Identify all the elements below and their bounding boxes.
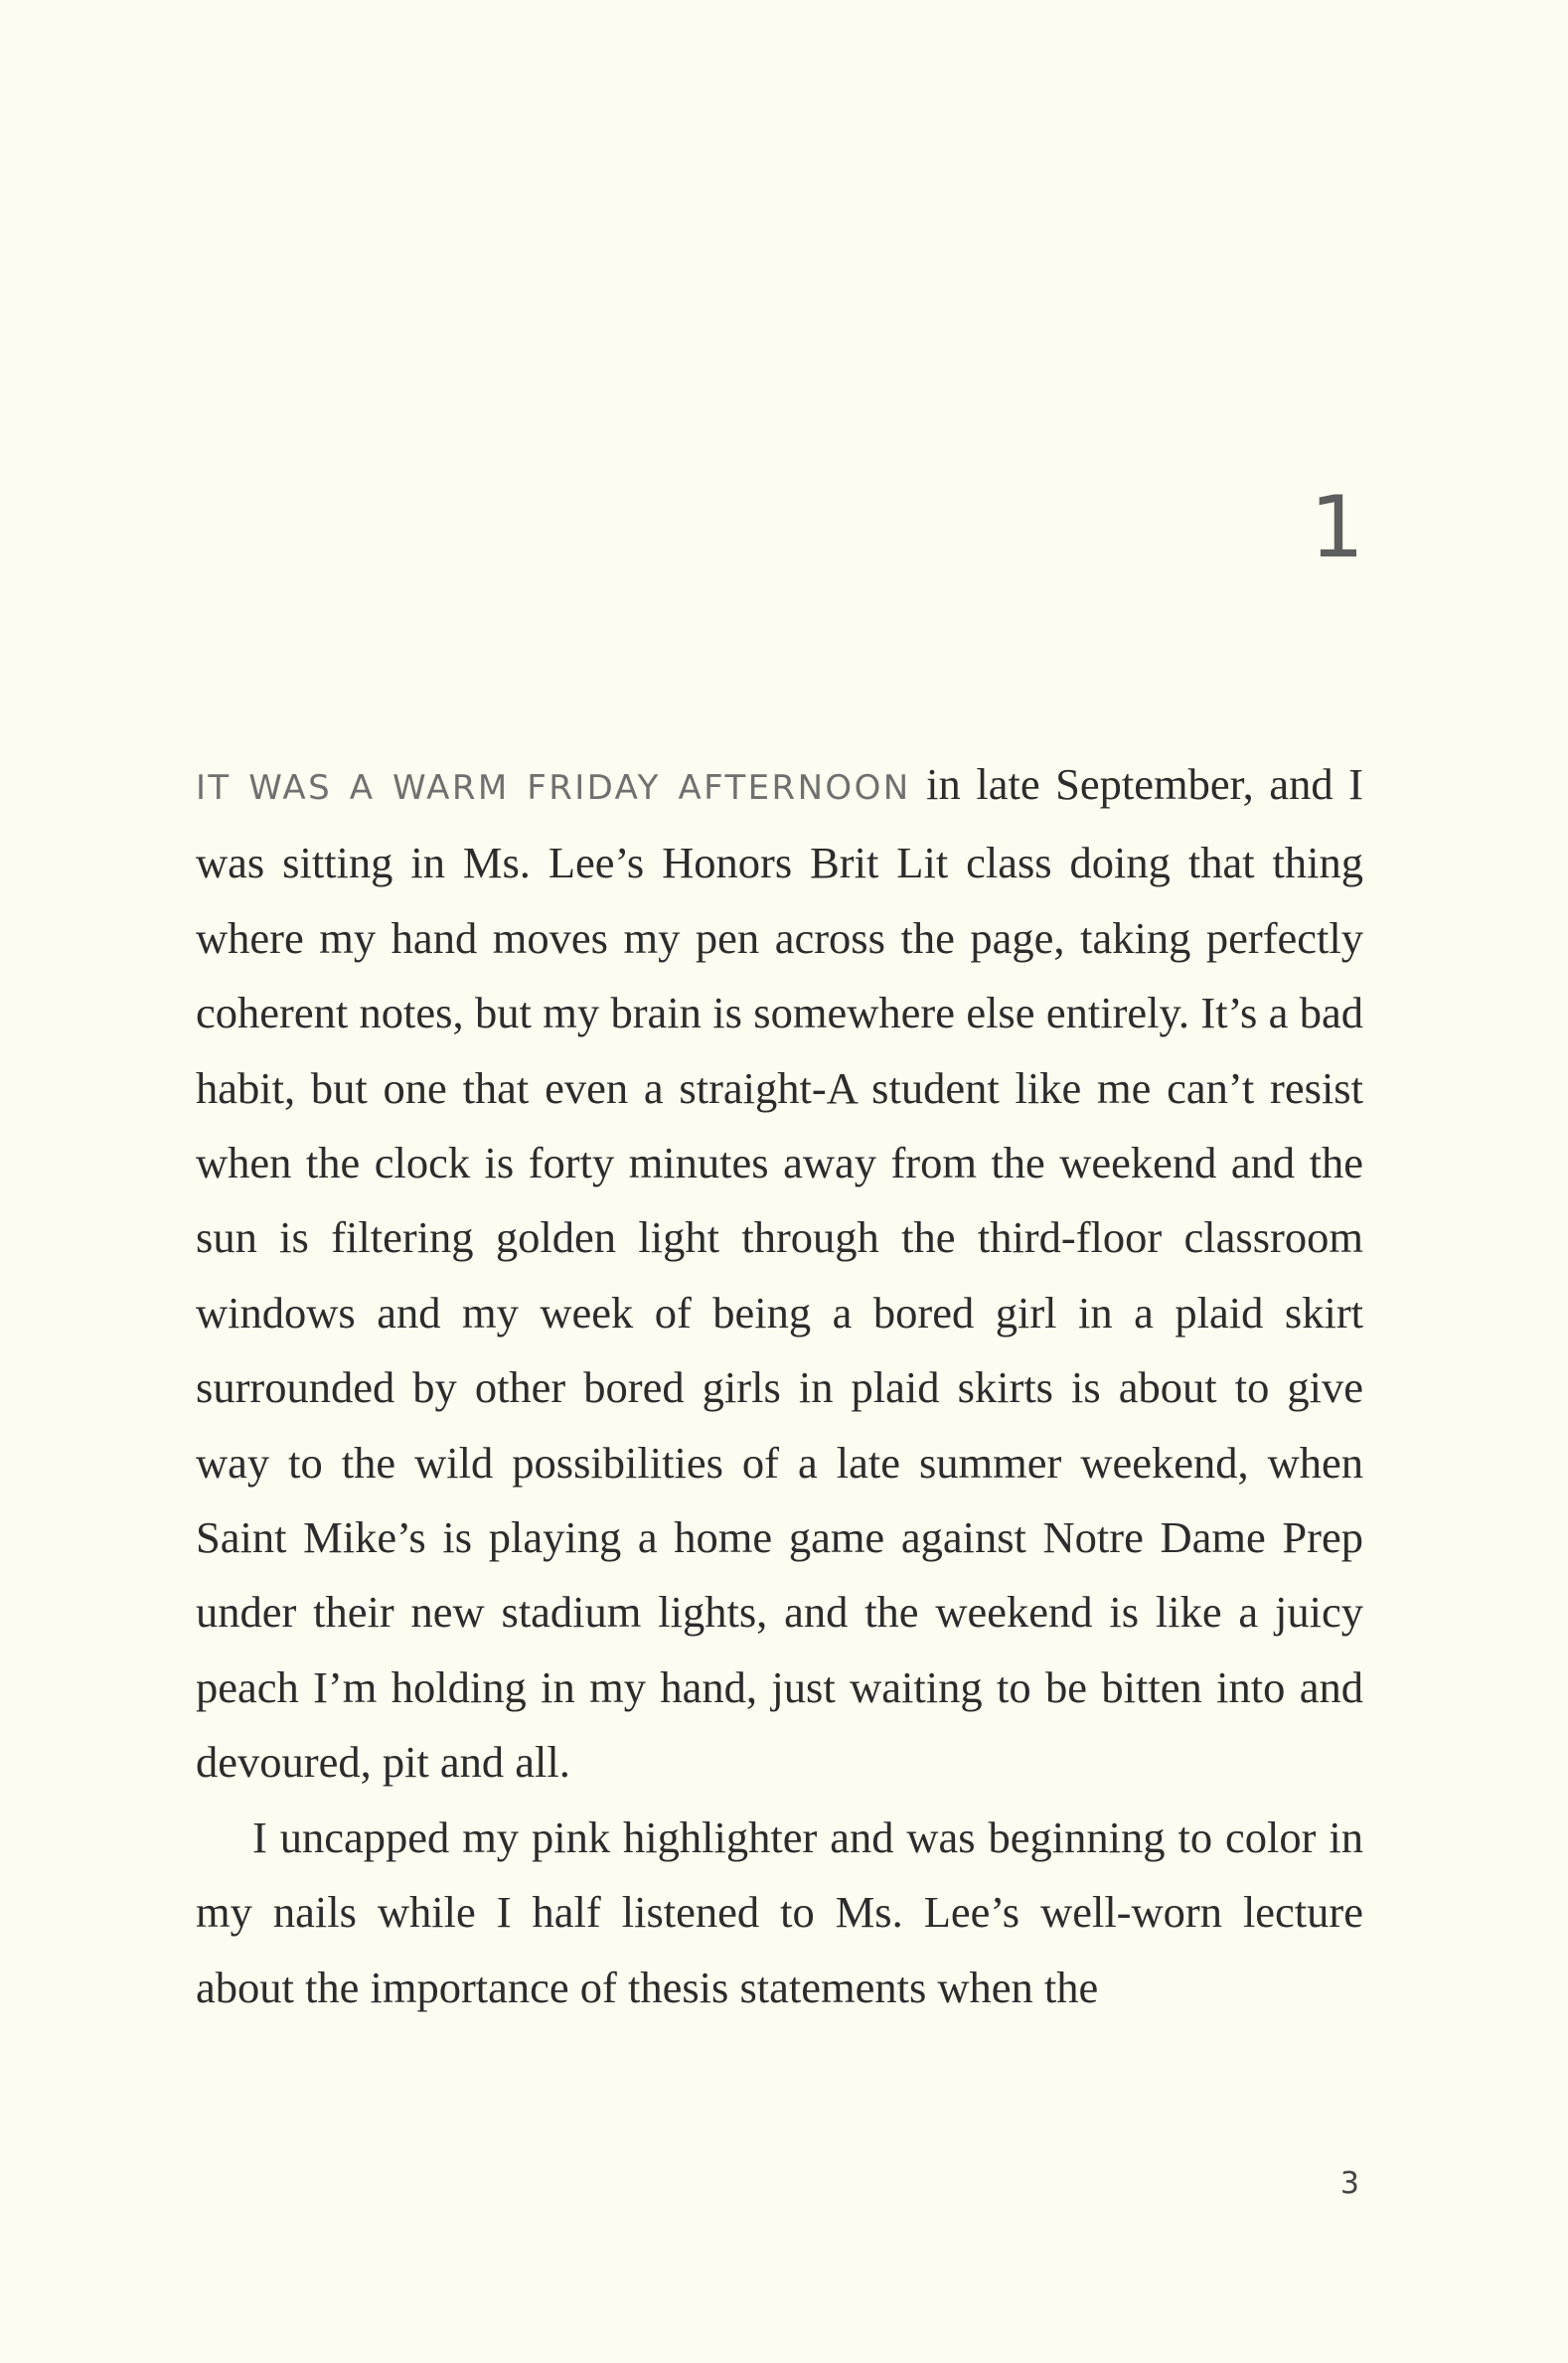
paragraph-1-text: in late September, and I was sitting in Ms. Lee’s Honors Brit Lit class doing that thing where my hand moves my pen across the page, taking perfectly coherent notes, but my brain is somewhere else entirely. It’s a bad habit, but one that even a straight-A student like me can’t resist when the clock is forty minutes away from the weekend and the sun is filtering golden light through the third-floor classroom windows and my week of being a bored girl in a plaid skirt surrounded by other bored girls in plaid skirts is about to give way to the wild possibilities of a late summer weekend, when Saint Mike’s is playing a home game against Notre Dame Prep under their new stadium lights, and the weekend is like a juicy peach I’m holding in my hand, just waiting to be bitten into and devoured, pit and all. — [196, 759, 1363, 1788]
paragraph-2: I uncapped my pink highlighter and was beginning to color in my nails while I half listened to Ms. Lee’s well-worn lecture about the importance of thesis statements when the — [196, 1812, 1363, 2012]
page-number: 3 — [1339, 2166, 1359, 2201]
chapter-body — [196, 747, 1363, 2025]
paragraph-1 — [196, 747, 1363, 1801]
lead-in-small-caps: IT WAS A WARM FRIDAY AFTERNOON — [196, 768, 911, 808]
chapter-number: 1 — [1310, 478, 1364, 577]
